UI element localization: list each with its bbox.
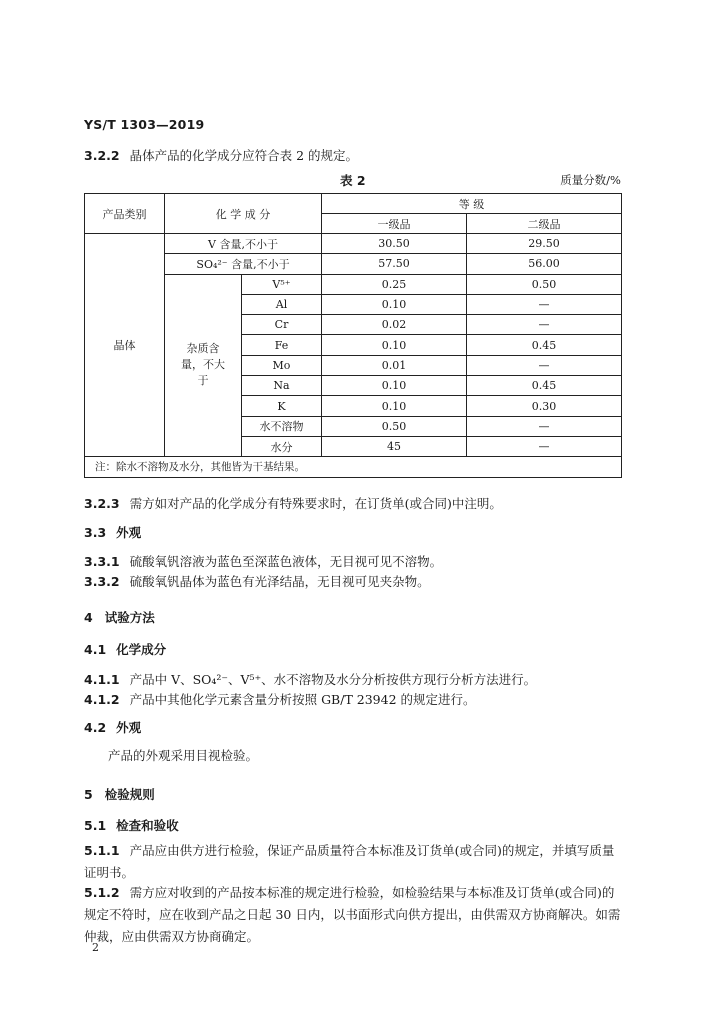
- section-4-heading: [84, 608, 155, 626]
- grade2-value: 29.50: [467, 234, 622, 254]
- clause-text: 硫酸氧钒晶体为蓝色有光泽结晶，无目视可见夹杂物。: [129, 574, 430, 589]
- grade1-value: 0.10: [322, 396, 467, 416]
- section-title: 外观: [116, 720, 142, 735]
- section-title: 试验方法: [104, 610, 155, 625]
- section-3-3-heading: [84, 523, 141, 541]
- clause-text: 需方应对收到的产品按本标准的规定进行检验，如检验结果与本标准及订货单(或合同)的规定不符时，应在收到产品之日起 30 日内，以书面形式向供方提出，由供需双方协商解决。如需仲裁，应由供需双方协商确定。: [84, 885, 621, 944]
- clause-text: 产品中 V、SO₄²⁻、V⁵⁺、水不溶物及水分分析按供方现行分析方法进行。: [129, 672, 537, 687]
- row-label: Al: [242, 294, 322, 314]
- grade1-value: 0.10: [322, 335, 467, 355]
- composition-table: [84, 193, 622, 478]
- row-label: Fe: [242, 335, 322, 355]
- clause-text: 晶体产品的化学成分应符合表 2 的规定。: [129, 148, 358, 163]
- grade2-value: 0.30: [467, 396, 622, 416]
- row-label: V 含量,不小于: [165, 234, 322, 254]
- clause-3-3-1: [84, 552, 442, 570]
- table-row: [85, 234, 622, 254]
- grade1-value: 0.50: [322, 416, 467, 436]
- clause-number: 3.2.3: [84, 496, 120, 511]
- grade1-value: 0.01: [322, 355, 467, 375]
- grade1-value: 0.10: [322, 294, 467, 314]
- clause-5-1-1: [84, 840, 624, 884]
- clause-number: 4.1.2: [84, 692, 120, 707]
- clause-3-2-2: [84, 146, 358, 164]
- table-row: [85, 274, 622, 294]
- table-note-row: [85, 457, 622, 477]
- table-caption: 表 2: [340, 173, 366, 188]
- row-label: V⁵⁺: [242, 274, 322, 294]
- grade1-value: 57.50: [322, 254, 467, 274]
- grade2-value: 0.45: [467, 335, 622, 355]
- row-label: 水不溶物: [242, 416, 322, 436]
- header-grade: 等 级: [322, 194, 622, 214]
- section-4-1-heading: [84, 640, 166, 658]
- clause-number: 3.3.2: [84, 574, 120, 589]
- clause-number: 3.3.1: [84, 554, 120, 569]
- grade1-value: 0.02: [322, 315, 467, 335]
- table-note: 注：除水不溶物及水分，其他皆为干基结果。: [85, 457, 622, 477]
- section-title: 外观: [116, 525, 142, 540]
- table-header-row: [85, 194, 622, 214]
- grade2-value: 0.50: [467, 274, 622, 294]
- row-label: Cr: [242, 315, 322, 335]
- clause-number: 5.1.1: [84, 843, 120, 858]
- header-grade2: 二级品: [467, 214, 622, 234]
- clause-text: 需方如对产品的化学成分有特殊要求时，在订货单(或合同)中注明。: [129, 496, 502, 511]
- section-4-2-heading: [84, 718, 141, 736]
- clause-number: 5.1.2: [84, 885, 120, 900]
- clause-4-1-2: [84, 690, 476, 708]
- section-5-heading: [84, 785, 155, 803]
- section-number: 4: [84, 610, 93, 625]
- grade2-value: —: [467, 436, 622, 456]
- section-5-1-heading: [84, 816, 179, 834]
- grade2-value: —: [467, 294, 622, 314]
- section-number: 3.3: [84, 525, 107, 540]
- section-title: 检验规则: [104, 787, 155, 802]
- grade1-value: 45: [322, 436, 467, 456]
- clause-number: 3.2.2: [84, 148, 120, 163]
- row-label: Na: [242, 376, 322, 396]
- grade2-value: 0.45: [467, 376, 622, 396]
- grade1-value: 0.25: [322, 274, 467, 294]
- grade1-value: 30.50: [322, 234, 467, 254]
- page-number: 2: [92, 941, 99, 954]
- grade2-value: —: [467, 416, 622, 436]
- table-unit: 质量分数/%: [560, 173, 621, 187]
- section-number: 4.1: [84, 642, 107, 657]
- clause-text: 产品中其他化学元素含量分析按照 GB/T 23942 的规定进行。: [129, 692, 476, 707]
- section-title: 化学成分: [116, 642, 167, 657]
- impurity-group-cell: 杂质含量，不大于: [165, 274, 242, 457]
- grade2-value: 56.00: [467, 254, 622, 274]
- clause-3-2-3: [84, 494, 502, 512]
- clause-number: 4.1.1: [84, 672, 120, 687]
- section-number: 5: [84, 787, 93, 802]
- category-cell: 晶体: [85, 234, 165, 457]
- row-label: 水分: [242, 436, 322, 456]
- header-grade1: 一级品: [322, 214, 467, 234]
- grade1-value: 0.10: [322, 376, 467, 396]
- clause-text: 产品应由供方进行检验，保证产品质量符合本标准及订货单(或合同)的规定，并填写质量证明书。: [84, 843, 615, 880]
- header-composition: 化 学 成 分: [165, 194, 322, 234]
- section-title: 检查和验收: [116, 818, 179, 833]
- table-row: [85, 254, 622, 274]
- clause-5-1-2: [84, 882, 624, 948]
- clause-text: 硫酸氧钒溶液为蓝色至深蓝色液体，无目视可见不溶物。: [129, 554, 443, 569]
- row-label: K: [242, 396, 322, 416]
- clause-3-3-2: [84, 572, 430, 590]
- grade2-value: —: [467, 355, 622, 375]
- standard-code-header: YS/T 1303—2019: [84, 117, 205, 132]
- clause-4-1-1: [84, 670, 536, 688]
- section-4-2-text: 产品的外观采用目视检验。: [108, 748, 259, 763]
- section-number: 4.2: [84, 720, 107, 735]
- grade2-value: —: [467, 315, 622, 335]
- section-number: 5.1: [84, 818, 107, 833]
- row-label: Mo: [242, 355, 322, 375]
- row-label: SO₄²⁻ 含量,不小于: [165, 254, 322, 274]
- header-category: 产品类别: [85, 194, 165, 234]
